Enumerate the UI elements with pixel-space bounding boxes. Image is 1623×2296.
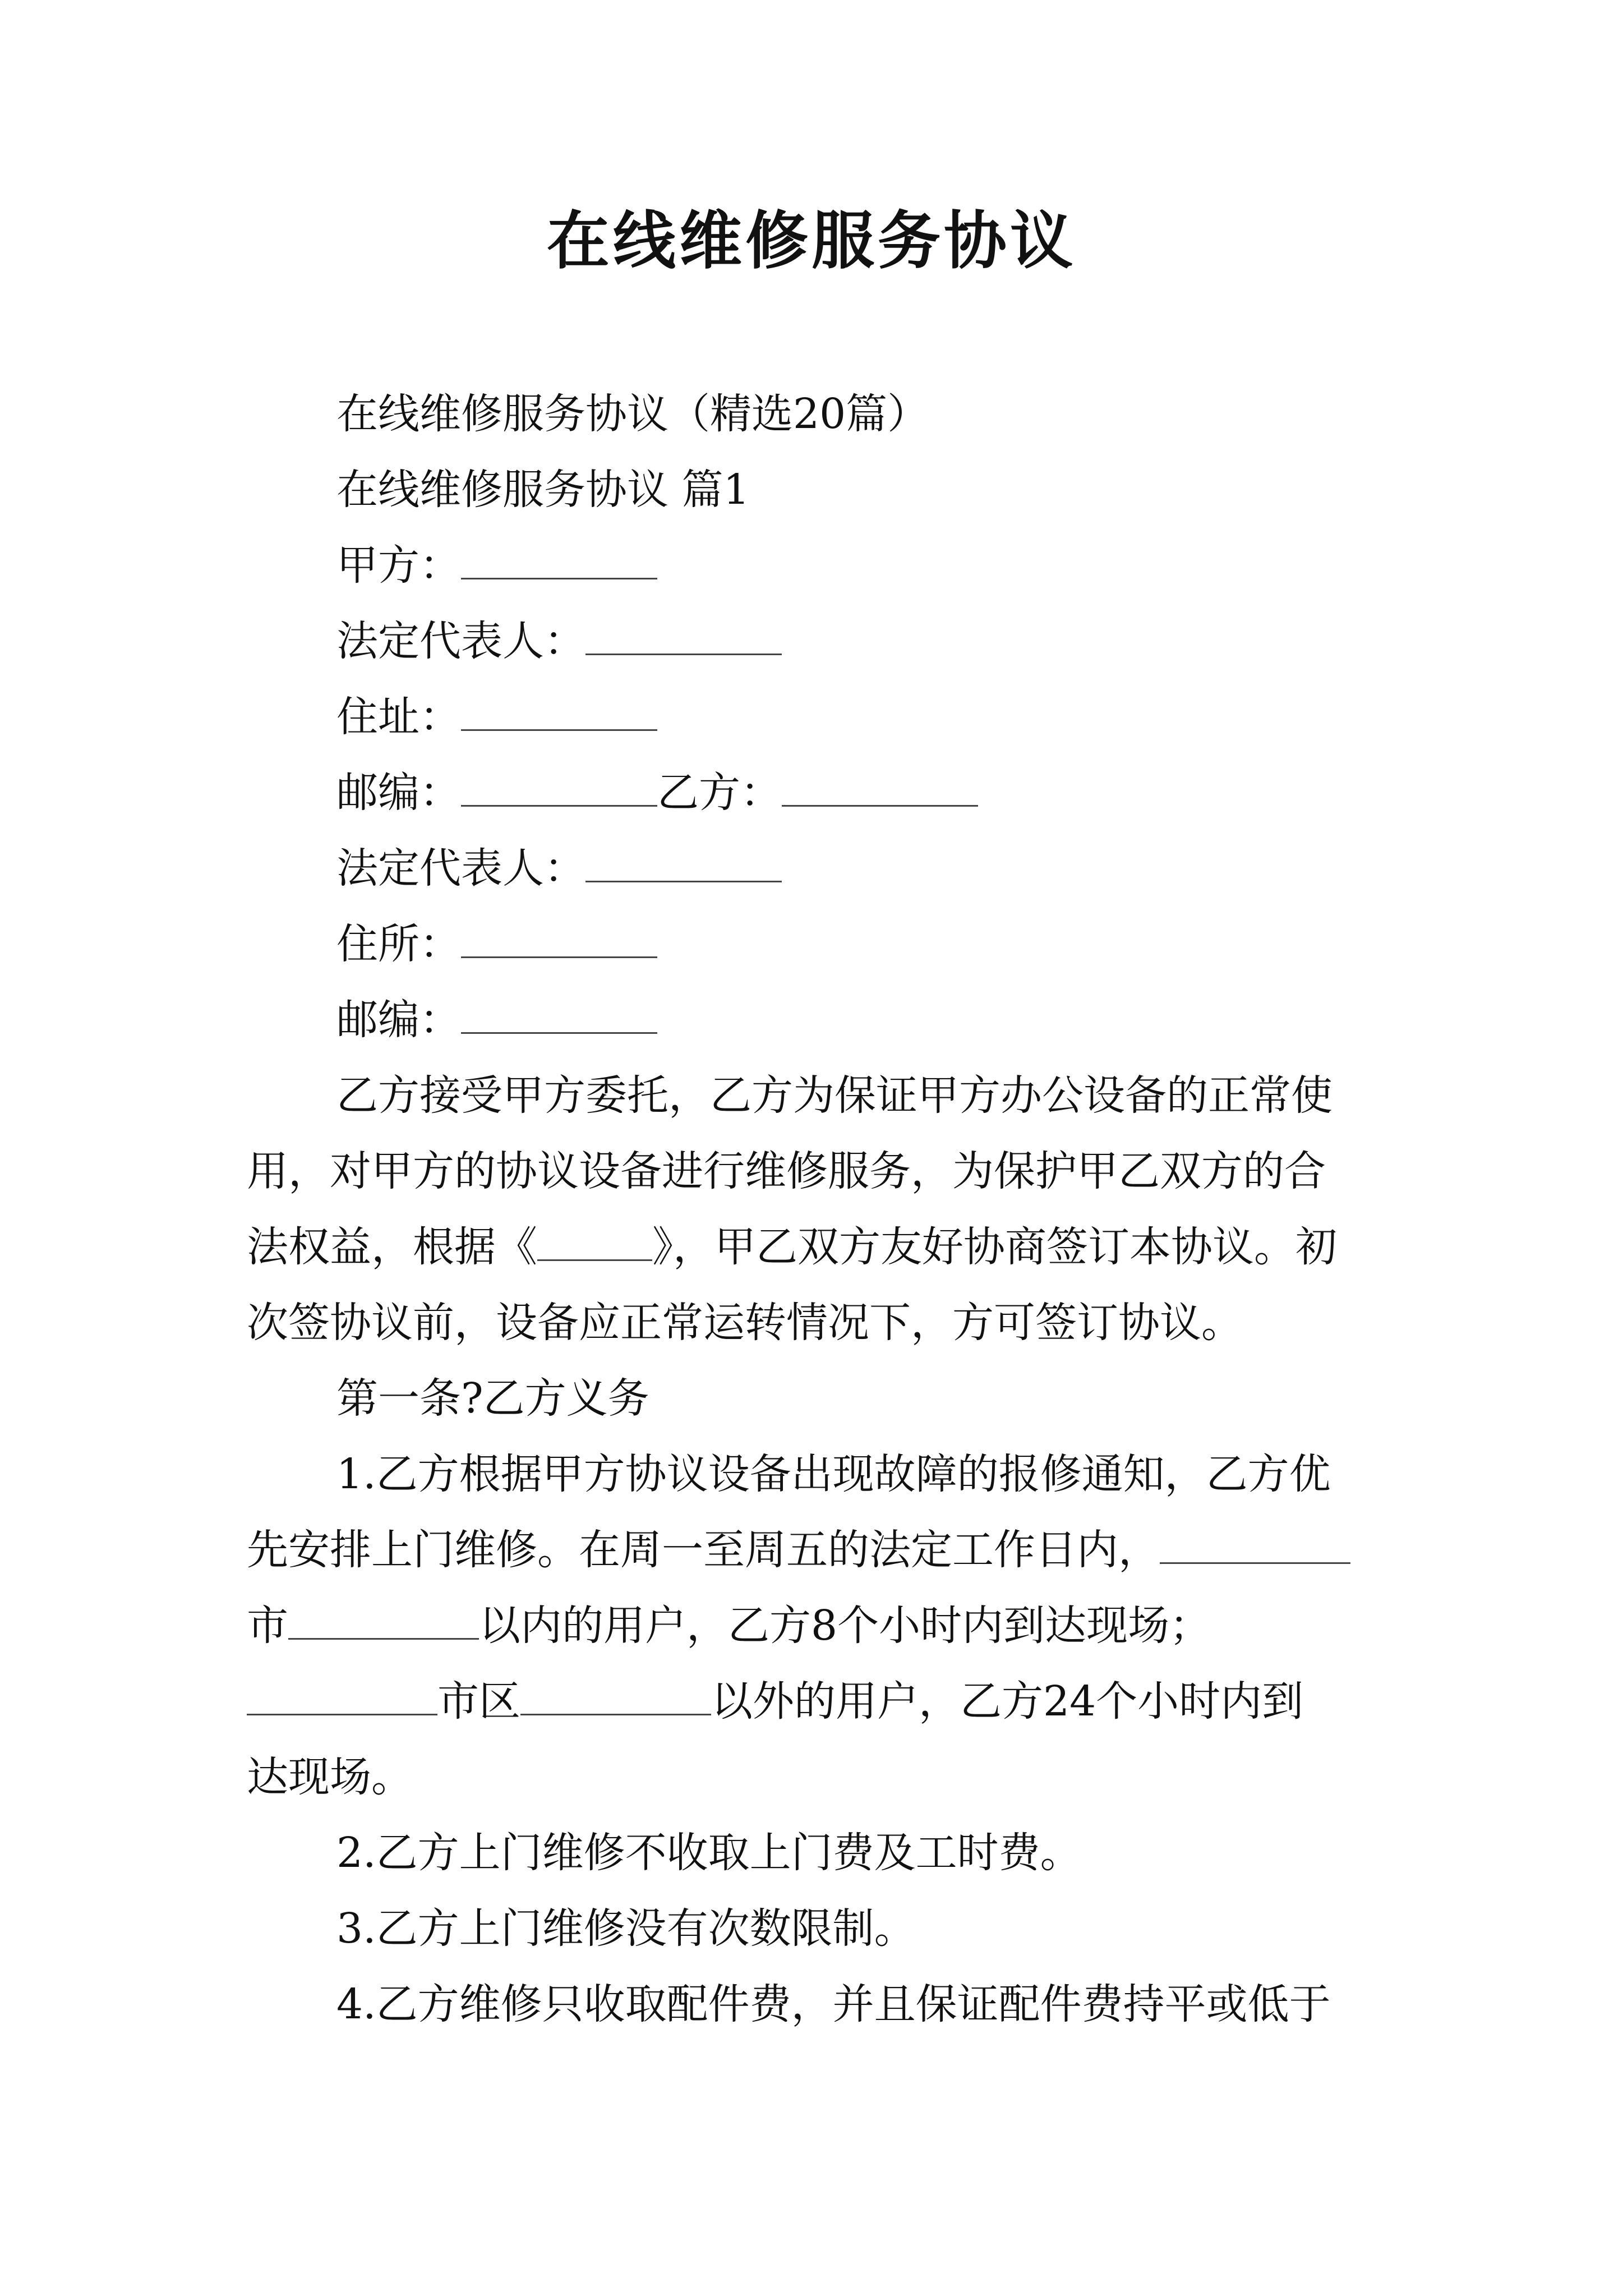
item-2: 2.乙方上门维修不收取上门费及工时费。 <box>336 1829 1082 1877</box>
party-a-blank <box>461 545 657 579</box>
party-a-line <box>336 539 657 592</box>
city-blank-2 <box>247 1681 437 1715</box>
postcode-label-b: 邮编： <box>336 996 461 1044</box>
legal-rep-line-b <box>336 841 782 895</box>
legal-rep-line-a <box>336 614 782 668</box>
article-1-title: 第一条?乙方义务 <box>336 1374 649 1423</box>
intro-line-3-start: 法权益，根据《 <box>247 1223 537 1271</box>
city-blank <box>1160 1530 1350 1564</box>
address-line-a <box>336 690 657 744</box>
item-1-line-3-end: 以内的用户，乙方8个小时内到达现场； <box>479 1602 1211 1650</box>
address-label-b: 住所： <box>336 920 461 968</box>
item-3: 3.乙方上门维修没有次数限制。 <box>336 1904 916 1953</box>
legal-rep-blank-b <box>585 848 782 882</box>
intro-line-2: 用，对甲方的协议设备进行维修服务，为保护甲乙双方的合 <box>247 1147 1326 1195</box>
range-blank <box>288 1605 479 1640</box>
item-1-line-4-mid: 市区 <box>437 1677 520 1726</box>
postcode-label-a: 邮编： <box>336 769 461 817</box>
item-1-line-2-text: 先安排上门维修。在周一至周五的法定工作日内， <box>247 1526 1160 1574</box>
address-blank-a <box>461 697 657 731</box>
item-1-line-1: 1.乙方根据甲方协议设备出现故障的报修通知，乙方优 <box>336 1450 1331 1498</box>
item-1-line-3-start: 市 <box>247 1602 288 1650</box>
item-1-line-5: 达现场。 <box>247 1753 413 1801</box>
address-label-a: 住址： <box>336 693 461 741</box>
postcode-blank-b <box>461 1000 657 1034</box>
document-title: 在线维修服务协议 <box>547 204 1076 278</box>
item-1-line-4-end: 以外的用户，乙方24个小时内到 <box>711 1677 1304 1726</box>
intro-line-1: 乙方接受甲方委托，乙方为保证甲方办公设备的正常使 <box>336 1071 1332 1120</box>
item-1-line-4 <box>247 1674 1303 1728</box>
document-subtitle: 在线维修服务协议（精选20篇） <box>336 390 929 438</box>
item-1-line-2 <box>247 1523 1350 1577</box>
legal-rep-label-b: 法定代表人： <box>336 844 585 892</box>
intro-line-4: 次签协议前，设备应正常运转情况下，方可签订协议。 <box>247 1299 1243 1347</box>
address-blank-b <box>461 924 657 958</box>
intro-line-3-end: 》，甲乙双方友好协商签订本协议。初 <box>652 1223 1337 1271</box>
item-1-line-3 <box>247 1599 1211 1653</box>
intro-line-3 <box>247 1220 1337 1274</box>
law-name-blank <box>537 1227 652 1261</box>
address-line-b <box>336 917 657 971</box>
postcode-line-b <box>336 993 657 1047</box>
party-b-blank <box>782 772 978 807</box>
legal-rep-label-a: 法定代表人： <box>336 617 585 665</box>
postcode-blank-a <box>461 772 657 807</box>
item-4: 4.乙方维修只收取配件费，并且保证配件费持平或低于 <box>336 1980 1331 2028</box>
party-b-label: 乙方： <box>657 769 782 817</box>
urban-range-blank <box>520 1681 711 1715</box>
party-a-label: 甲方： <box>336 541 461 590</box>
postcode-party-b-line <box>336 766 978 820</box>
legal-rep-blank-a <box>585 621 782 655</box>
section-heading: 在线维修服务协议 篇1 <box>336 466 750 514</box>
